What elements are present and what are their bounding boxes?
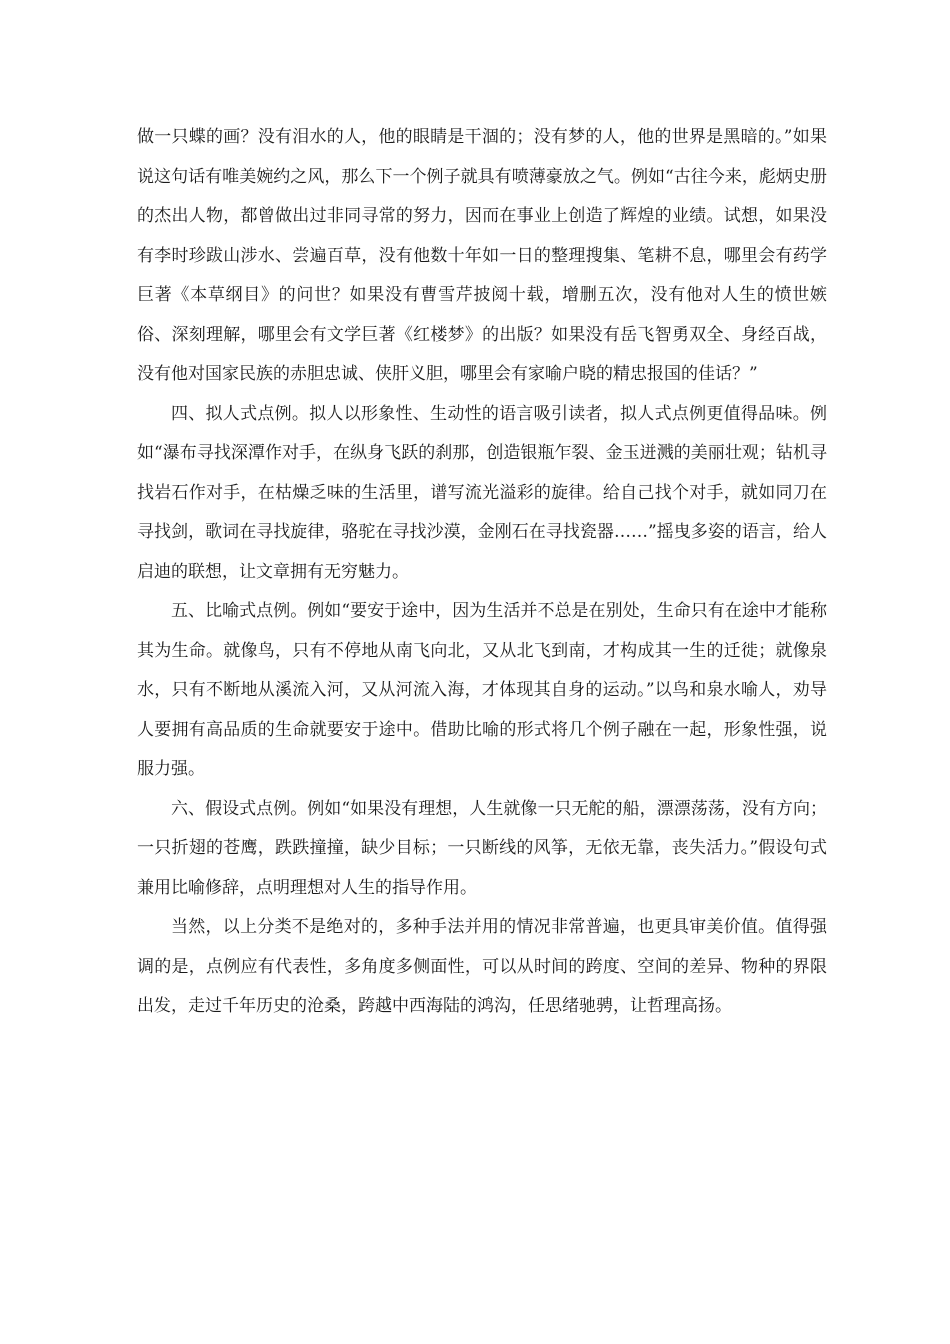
paragraph-continuation: 做一只蝶的画？没有泪水的人，他的眼睛是干涸的；没有梦的人，他的世界是黑暗的。”如果说这句话有唯美婉约之风，那么下一个例子就具有喷薄豪放之气。例如“古往今来，彪炳史册的杰出人物，都曾做出过非同寻常的努力，因而在事业上创造了辉煌的业绩。试想，如果没有李时珍跋山涉水、尝遍百草，没有他数十年如一日的整理搜集、笔耕不息，哪里会有药学巨著《本草纲目》的问世？如果没有曹雪芹披阅十载，增删五次，没有他对人生的愤世嫉俗、深刻理解，哪里会有文学巨著《红楼梦》的出版？如果没有岳飞智勇双全、身经百战，没有他对国家民族的赤胆忠诚、侠肝义胆，哪里会有家喻户晓的精忠报国的佳话？” bbox=[137, 127, 827, 384]
body-text bbox=[137, 118, 827, 1027]
paragraph-hypothetical: 六、假设式点例。例如“如果没有理想，人生就像一只无舵的船，漂漂荡荡，没有方向；一只折翅的苍鹰，跌跌撞撞，缺少目标；一只断线的风筝，无依无靠，丧失活力。”假设句式兼用比喻修辞，点明理想对人生的指导作用。 bbox=[137, 798, 827, 898]
paragraph-metaphor: 五、比喻式点例。例如“要安于途中，因为生活并不总是在别处，生命只有在途中才能称其为生命。就像鸟，只有不停地从南飞向北，又从北飞到南，才构成其一生的迁徙；就像泉水，只有不断地从溪流入河，又从河流入海，才体现其自身的运动。”以鸟和泉水喻人，劝导人要拥有高品质的生命就要安于途中。借助比喻的形式将几个例子融在一起，形象性强，说服力强。 bbox=[137, 601, 827, 779]
paragraph-conclusion: 当然，以上分类不是绝对的，多种手法并用的情况非常普遍，也更具审美价值。值得强调的是，点例应有代表性，多角度多侧面性，可以从时间的跨度、空间的差异、物种的界限出发，走过千年历史的沧桑，跨越中西海陆的鸿沟，任思绪驰骋，让哲理高扬。 bbox=[137, 917, 827, 1016]
paragraph-personification: 四、拟人式点例。拟人以形象性、生动性的语言吸引读者，拟人式点例更值得品味。例如“瀑布寻找深潭作对手，在纵身飞跃的刹那，创造银瓶乍裂、金玉迸溅的美丽壮观；钻机寻找岩石作对手，在枯燥乏味的生活里，谱写流光溢彩的旋律。给自己找个对手，就如同刀在寻找剑，歌词在寻找旋律，骆驼在寻找沙漠，金刚石在寻找瓷器……”摇曳多姿的语言，给人启迪的联想，让文章拥有无穷魅力。 bbox=[137, 403, 827, 582]
